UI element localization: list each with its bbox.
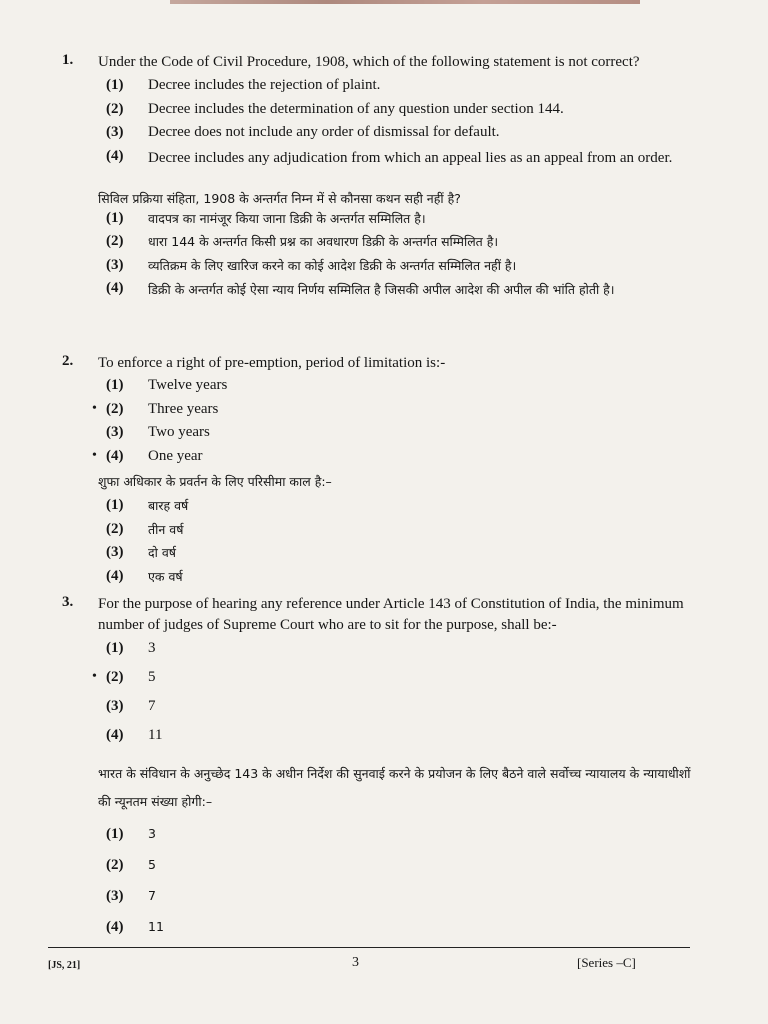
option-label: (3) (106, 124, 124, 140)
option-text: डिक्री के अन्तर्गत कोई ऐसा न्याय निर्णय सम्मिलित है जिसकी अपील आदेश की अपील की भांति होती है। (148, 282, 615, 297)
option-text: धारा 144 के अन्तर्गत किसी प्रश्न का अवधारण डिक्री के अन्तर्गत सम्मिलित है। (148, 234, 499, 249)
option-2-hi (62, 521, 702, 545)
option-1-hi (62, 210, 702, 234)
option-text: One year (148, 447, 203, 464)
options-en (62, 640, 702, 756)
footer-divider (48, 947, 690, 948)
option-label: (1) (106, 77, 124, 93)
option-text: व्यतिक्रम के लिए खारिज करने का कोई आदेश डिक्री के अन्तर्गत सम्मिलित नहीं है। (148, 257, 517, 273)
footer-series: [Series –C] (577, 955, 636, 970)
option-1 (62, 377, 702, 401)
option-label: (1) (106, 497, 124, 513)
option-3 (62, 424, 702, 448)
option-label: (2) (106, 857, 124, 873)
question-text-hi: सिविल प्रक्रिया संहिता, 1908 के अन्तर्गत निम्न में से कौनसा कथन सही नहीं है? (98, 190, 461, 206)
option-label: (2) (106, 100, 124, 117)
option-label: (2) (106, 669, 124, 685)
question-number: 1. (62, 52, 74, 68)
option-text: वादपत्र का नामंजूर किया जाना डिक्री के अन्तर्गत सम्मिलित है। (148, 210, 426, 226)
option-3 (62, 124, 702, 148)
option-text: Two years (148, 424, 210, 440)
option-label: (4) (106, 919, 124, 935)
option-2 (62, 669, 702, 698)
option-label: (2) (106, 233, 124, 249)
option-label: (2) (106, 520, 124, 537)
option-text: एक वर्ष (148, 568, 183, 584)
option-label: (4) (106, 727, 124, 743)
option-label: (3) (106, 544, 124, 560)
option-3-hi (62, 544, 702, 568)
options-hi (62, 497, 702, 591)
option-label: (3) (106, 256, 124, 273)
options-en (62, 77, 702, 188)
option-text: 7 (148, 698, 156, 714)
option-2-hi (62, 857, 702, 888)
options-hi (62, 826, 702, 950)
option-text: तीन वर्ष (148, 521, 184, 537)
question-text-hi: शुफा अधिकार के प्रवर्तन के लिए परिसीमा काल है:– (98, 474, 332, 489)
option-label: (3) (106, 888, 124, 904)
option-4-hi (62, 280, 702, 320)
option-label: (3) (106, 424, 124, 440)
question-3 (62, 594, 702, 950)
option-3-hi (62, 888, 702, 919)
option-label: (4) (106, 447, 124, 464)
option-text: 11 (148, 919, 164, 934)
option-label: (2) (106, 400, 124, 417)
option-4 (62, 448, 702, 472)
option-label: (3) (106, 698, 124, 714)
question-1 (62, 52, 702, 320)
question-number: 3. (62, 594, 74, 610)
option-text: Decree includes any adjudication from which an appeal lies as an appeal from an order. (148, 149, 673, 166)
options-hi (62, 210, 702, 321)
pencil-mark: • (92, 447, 97, 463)
option-2-hi (62, 233, 702, 257)
option-3-hi (62, 257, 702, 281)
option-label: (4) (106, 147, 124, 164)
option-1-hi (62, 497, 702, 521)
option-label: (4) (106, 567, 124, 584)
page-top-edge (170, 0, 640, 4)
question-text-en: To enforce a right of pre-emption, period of limitation is:- (98, 355, 446, 371)
option-text: 3 (148, 826, 156, 841)
option-4-hi (62, 919, 702, 950)
option-label: (1) (106, 209, 124, 226)
option-label: (1) (106, 826, 124, 842)
page-number: 3 (352, 955, 359, 970)
option-text: Decree includes the rejection of plaint. (148, 77, 381, 93)
option-text: 7 (148, 888, 156, 903)
option-text: Decree includes the determination of any question under section 144. (148, 100, 564, 117)
pencil-mark: • (92, 669, 97, 684)
question-number: 2. (62, 353, 74, 369)
option-4 (62, 148, 702, 188)
option-text: बारह वर्ष (148, 498, 189, 513)
option-label: (1) (106, 377, 124, 393)
question-text-hi: भारत के संविधान के अनुच्छेद 143 के अधीन निर्देश की सुनवाई करने के प्रयोजन के लिए बैठने वाले सर्वोच्च न्यायालय के न्यायाधीशों की न्यूनतम संख्या होगी:– (98, 766, 691, 809)
option-text: 11 (148, 727, 163, 743)
option-text: 5 (148, 857, 156, 872)
option-3 (62, 698, 702, 727)
option-label: (4) (106, 280, 124, 296)
option-1 (62, 77, 702, 101)
option-label: (1) (106, 640, 124, 656)
option-2 (62, 101, 702, 125)
option-1 (62, 640, 702, 669)
question-text-en: For the purpose of hearing any reference under Article 143 of Constitution of India, the minimum number of judges of Supreme Court who are to sit for the purpose, shall be:- (98, 596, 684, 633)
footer-code: [JS, 21] (48, 960, 81, 971)
option-4-hi (62, 568, 702, 592)
option-1-hi (62, 826, 702, 857)
option-text: Decree does not include any order of dismissal for default. (148, 124, 500, 140)
option-text: 3 (148, 640, 156, 656)
question-text-en: Under the Code of Civil Procedure, 1908, which of the following statement is not correct? (98, 54, 640, 70)
option-2 (62, 401, 702, 425)
option-text: दो वर्ष (148, 545, 177, 560)
option-text: 5 (148, 669, 156, 685)
pencil-mark: • (92, 400, 97, 416)
question-2 (62, 353, 702, 591)
options-en (62, 377, 702, 471)
option-4 (62, 727, 702, 756)
option-text: Twelve years (148, 377, 228, 393)
option-text: Three years (148, 400, 219, 417)
